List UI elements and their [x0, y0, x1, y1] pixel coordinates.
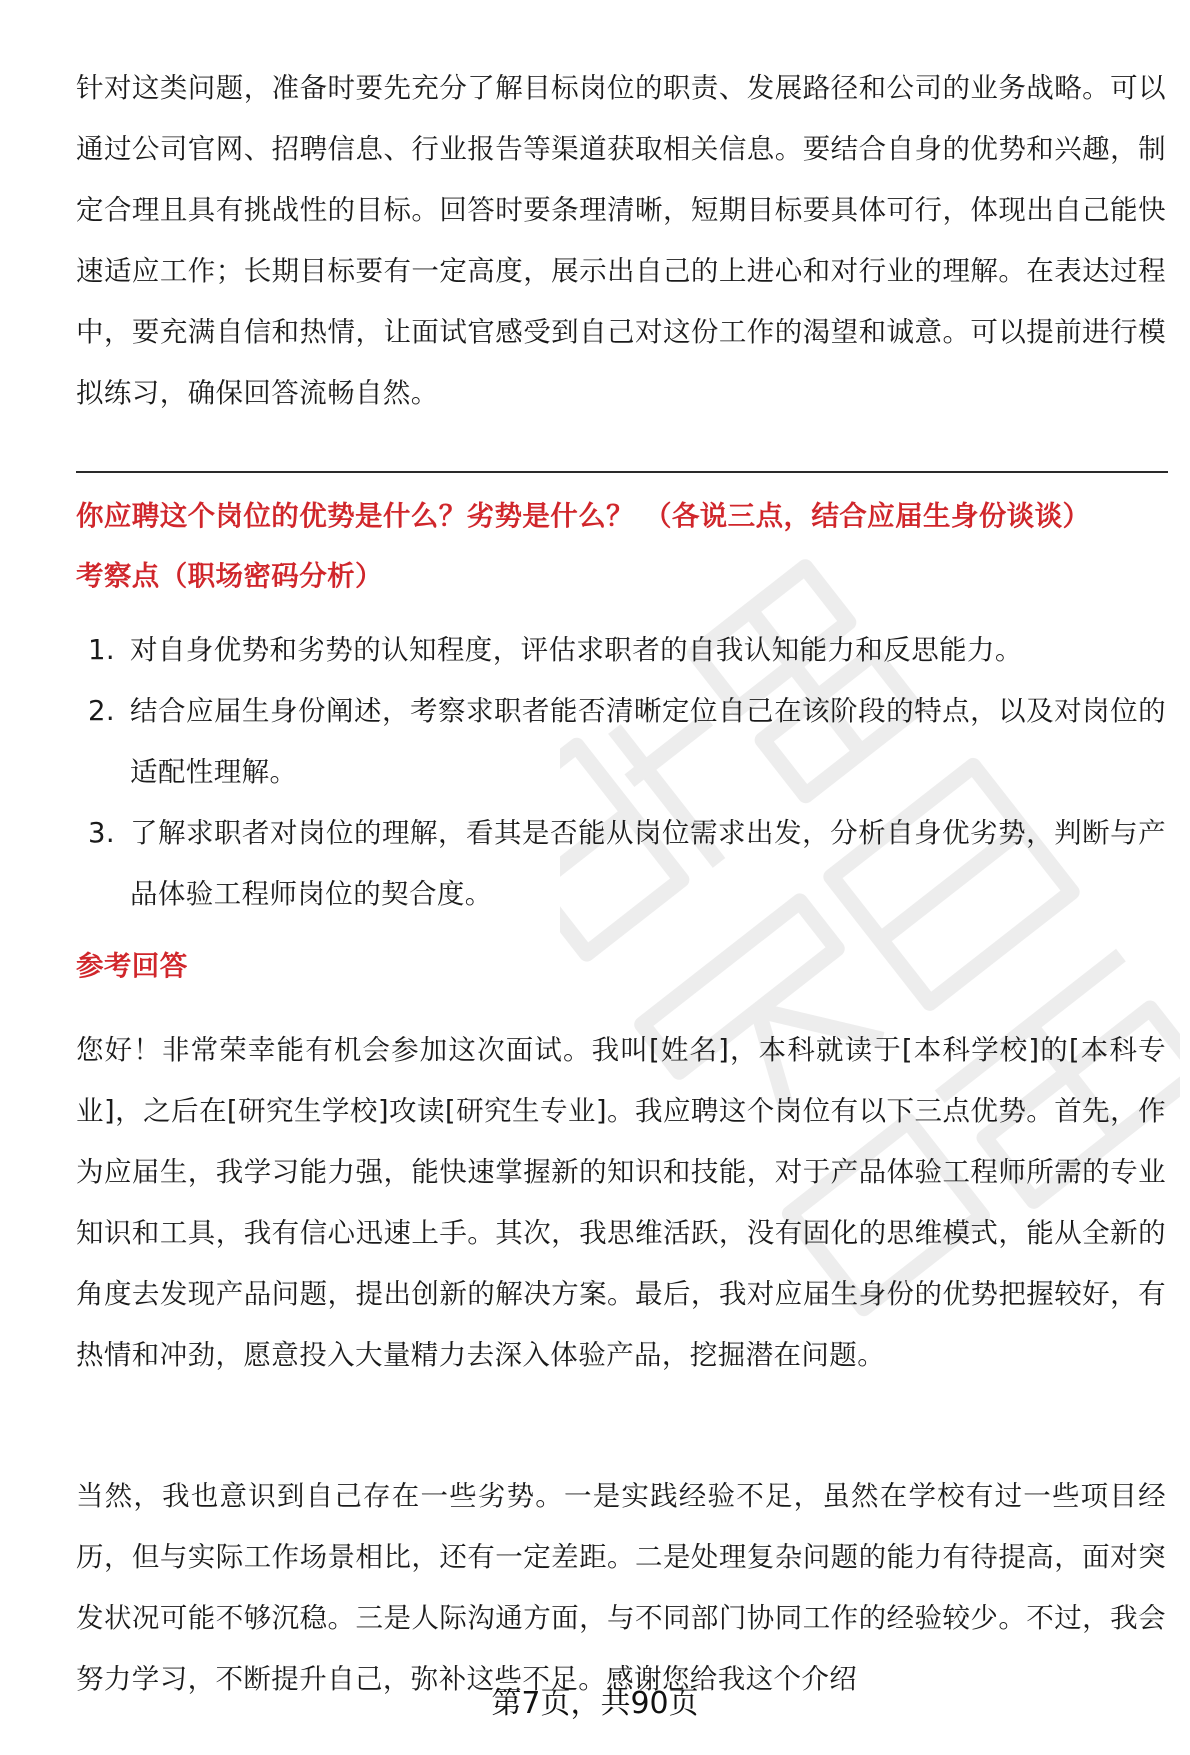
question-subtitle: 考察点（职场密码分析） — [76, 560, 383, 592]
reference-answer-part1 — [76, 1020, 1166, 1386]
answer-paragraph-strengths: 您好！非常荣幸能有机会参加这次面试。我叫[姓名]，本科就读于[本科学校]的[本科专业]，之后在[研究生学校]攻读[研究生专业]。我应聘这个岗位有以下三点优势。首先，作为应届生，我学习能力强，能快速掌握新的知识和技能，对于产品体验工程师所需的专业知识和工具，我有信心迅速上手。其次，我思维活跃，没有固化的思维模式，能从全新的角度去发现产品问题，提出创新的解决方案。最后，我对应届生身份的优势把握较好，有热情和冲劲，愿意投入大量精力去深入体验产品，挖掘潜在问题。 — [76, 1034, 1166, 1371]
list-item-number: 3. — [88, 817, 116, 849]
list-item-text: 对自身优势和劣势的认知程度，评估求职者的自我认知能力和反思能力。 — [130, 634, 1023, 666]
list-item — [76, 803, 1166, 925]
section-divider — [76, 471, 1168, 473]
list-item-number: 2. — [88, 695, 116, 727]
reference-answer-title: 参考回答 — [76, 950, 188, 982]
list-item — [76, 681, 1166, 803]
intro-paragraph: 针对这类问题，准备时要先充分了解目标岗位的职责、发展路径和公司的业务战略。可以通过公司官网、招聘信息、行业报告等渠道获取相关信息。要结合自身的优势和兴趣，制定合理且具有挑战性的目标。回答时要条理清晰，短期目标要具体可行，体现出自己能快速适应工作；长期目标要有一定高度，展示出自己的上进心和对行业的理解。在表达过程中，要充满自信和热情，让面试官感受到自己对这份工作的渴望和诚意。可以提前进行模拟练习，确保回答流畅自然。 — [76, 72, 1166, 409]
list-item-text: 了解求职者对岗位的理解，看其是否能从岗位需求出发，分析自身优劣势，判断与产品体验工程师岗位的契合度。 — [130, 817, 1166, 910]
question-title: 你应聘这个岗位的优势是什么？劣势是什么？ （各说三点，结合应届生身份谈谈） — [76, 500, 1091, 532]
reference-answer-part2 — [76, 1466, 1166, 1710]
answer-paragraph-weaknesses: 当然，我也意识到自己存在一些劣势。一是实践经验不足，虽然在学校有过一些项目经历，但与实际工作场景相比，还有一定差距。二是处理复杂问题的能力有待提高，面对突发状况可能不够沉稳。三是人际沟通方面，与不同部门协同工作的经验较少。不过，我会努力学习，不断提升自己，弥补这些不足。感谢您给我这个介绍 — [76, 1480, 1166, 1695]
assessment-points-list — [76, 620, 1166, 925]
list-item — [76, 620, 1166, 681]
page-number-footer: 第7页，共90页 — [491, 1686, 699, 1721]
intro-section — [76, 58, 1166, 424]
list-item-text: 结合应届生身份阐述，考察求职者能否清晰定位自己在该阶段的特点，以及对岗位的适配性理解。 — [130, 695, 1166, 788]
list-item-number: 1. — [88, 634, 116, 666]
